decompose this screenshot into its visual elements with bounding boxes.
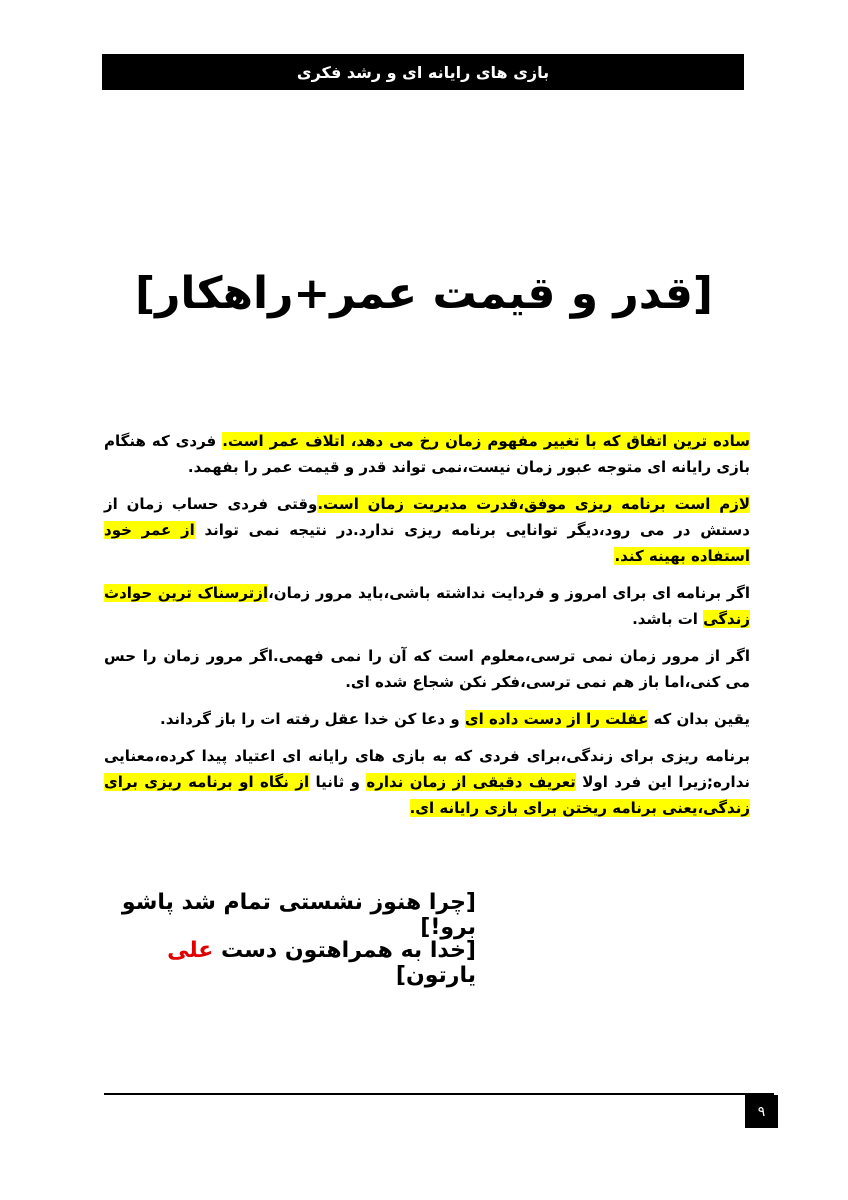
paragraph-text: و دعا کن خدا عقل رفته ات را باز گرداند.: [160, 710, 465, 728]
paragraph: [104, 580, 750, 632]
page-number-box: [745, 1095, 778, 1128]
paragraph-text: وقتی فردی حساب زمان از دستش در می رود،دیگر توانایی برنامه ریزی ندارد.در نتیجه نمی تواند: [104, 495, 750, 539]
header-bar: [102, 54, 744, 90]
paragraph: [104, 743, 750, 821]
highlighted-text: تعریف دقیقی از زمان نداره: [366, 773, 576, 791]
highlighted-text: از عمر خود استفاده بهینه کند.: [104, 521, 750, 565]
paragraph-text: ات باشد.: [632, 610, 704, 628]
footer-rule: [104, 1093, 774, 1095]
paragraph-text: اگر برنامه ای برای امروز و فردایت نداشته باشی،باید مرور زمان،: [268, 584, 750, 602]
closing-line-1: [چرا هنوز نشستی تمام شد پاشو برو!]: [121, 890, 476, 940]
closing-line-2-suffix: یارتون]: [395, 963, 476, 988]
highlighted-text: عقلت را از دست داده ای: [464, 710, 649, 728]
paragraph-text: و ثانیا: [309, 773, 367, 791]
closing-name-ali: علی: [167, 938, 214, 963]
page-number: ۹: [757, 1103, 766, 1120]
closing-line-2-prefix: [خدا به همراهتون دست: [213, 938, 476, 963]
paragraph: [104, 643, 750, 695]
paragraph: [104, 706, 750, 732]
paragraph-text: برنامه ریزی برای زندگی،برای فردی که به بازی های رایانه ای اعتیاد پیدا کرده،معنایی نداره;زیرا این فرد اولا: [104, 747, 750, 791]
closing-line-2: [104, 938, 476, 988]
body-text: [104, 428, 750, 832]
highlighted-text: لازم است برنامه ریزی موفق،قدرت مدیریت زمان است.: [317, 495, 750, 513]
highlighted-text: ساده ترین اتفاق که با تغییر مفهوم زمان رخ می دهد، اتلاف عمر است.: [222, 432, 750, 450]
highlighted-text: ازترسناک ترین حوادث زندگی: [104, 584, 750, 628]
page-title: [قدر و قیمت عمر+راهکار]: [134, 268, 714, 319]
paragraph-text: فردی که هنگام بازی رایانه ای متوجه عبور زمان نیست،نمی تواند قدر و قیمت عمر را بفهمد.: [104, 432, 750, 476]
paragraph: [104, 491, 750, 569]
highlighted-text: از نگاه او برنامه ریزی برای زندگی،یعنی برنامه ریختن برای بازی رایانه ای.: [104, 773, 750, 817]
paragraph-text: یقین بدان که: [648, 710, 750, 728]
paragraph: [104, 428, 750, 480]
header-title: بازی های رایانه ای و رشد فکری: [296, 62, 550, 82]
paragraph-text: اگر از مرور زمان نمی ترسی،معلوم است که آن را نمی فهمی.اگر مرور زمان را حس می کنی،اما باز هم نمی ترسی،فکر نکن شجاع شده ای.: [104, 647, 750, 691]
